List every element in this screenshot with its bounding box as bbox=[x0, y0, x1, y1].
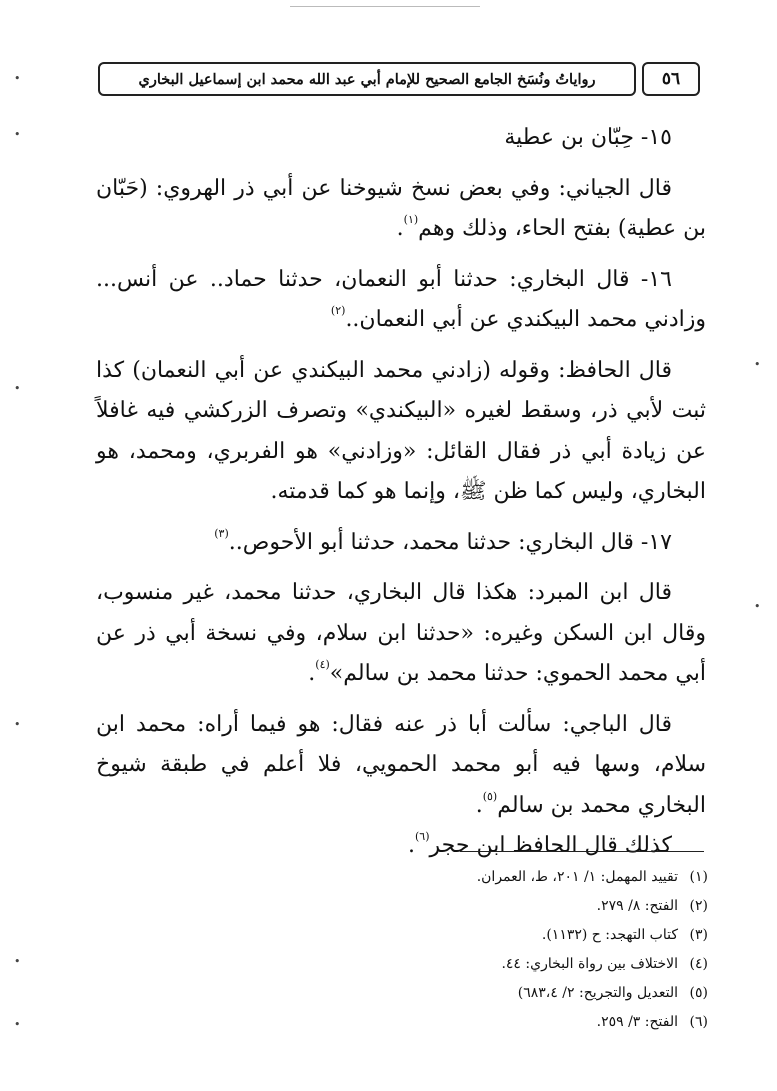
footnote-text: تقييد المهمل: ١/ ٢٠١، ط، العمران. bbox=[476, 869, 678, 885]
margin-dot: • bbox=[14, 128, 21, 141]
footnote-number: (٣) bbox=[689, 927, 708, 943]
footnote-item bbox=[96, 979, 708, 1008]
margin-dot: • bbox=[14, 718, 21, 731]
entry-16-text: ١٦- قال البخاري: حدثنا أبو النعمان، حدثنا حماد.. عن أنس... وزادني محمد البيكندي عن أبي النعمان.. bbox=[96, 266, 706, 332]
footnote-number: (٦) bbox=[689, 1014, 708, 1030]
footnote-text: كتاب التهجد: ح (١١٣٢). bbox=[541, 927, 678, 943]
footnote-text: الفتح: ٨/ ٢٧٩. bbox=[596, 898, 678, 914]
entry-17-text: ١٧- قال البخاري: حدثنا محمد، حدثنا أبو الأحوص.. bbox=[228, 529, 672, 555]
page-number: ٥٦ bbox=[642, 62, 700, 96]
footnote-item bbox=[96, 950, 708, 979]
footnote-item bbox=[96, 1008, 708, 1037]
margin-dot: • bbox=[14, 72, 21, 85]
kadhalika-text: كذلك قال الحافظ ابن حجر bbox=[429, 833, 672, 858]
jayyani-paragraph: قال الجياني: وفي بعض نسخ شيوخنا عن أبي ذر الهروي: (حَبّان بن عطية) بفتح الحاء، وذلك وهم$^{(١)}$. bbox=[96, 175, 706, 241]
baji-text: قال الباجي: سألت أبا ذر عنه فقال: هو فيما أراه: محمد ابن سلام، وسها فيه أبو محمد الحمويي، فلا أعلم في طبقة شيوخ البخاري محمد بن سالم bbox=[96, 711, 706, 818]
footnotes bbox=[96, 863, 708, 1037]
margin-dot: • bbox=[754, 358, 761, 371]
page-header bbox=[98, 62, 700, 102]
footnote-number: (٢) bbox=[689, 898, 708, 914]
kadhalika-paragraph: كذلك قال الحافظ ابن حجر$^{(٦)}$. bbox=[408, 830, 672, 858]
entry-17-paragraph bbox=[96, 523, 706, 564]
footnote-text: التعديل والتجريح: ٢/ ٦٨٣،٤) bbox=[517, 985, 678, 1001]
footnote-ref-4: (٤) bbox=[315, 658, 330, 671]
footnote-separator bbox=[460, 851, 704, 852]
footnote-number: (١) bbox=[689, 869, 708, 885]
baji-paragraph: قال الباجي: سألت أبا ذر عنه فقال: هو فيما أراه: محمد ابن سلام، وسها فيه أبو محمد الحمويي، فلا أعلم في طبقة شيوخ البخاري محمد بن سالم$^{(٥)}$. bbox=[96, 711, 706, 818]
entry-15-heading: ١٥- حِبّان بن عطية bbox=[504, 125, 672, 150]
footnote-ref-6: (٦) bbox=[415, 830, 430, 843]
mubarrid-paragraph: قال ابن المبرد: هكذا قال البخاري، حدثنا محمد، غير منسوب، وقال ابن السكن وغيره: «حدثنا ابن سلام، وفي نسخة أبي ذر عن أبي محمد الحموي: حدثنا محمد بن سالم»$^{(٤)}$. bbox=[96, 580, 706, 686]
footnote-ref-1: (١) bbox=[403, 213, 419, 226]
running-title: رواياتُ ونُسَخ الجامع الصحيح للإمام أبي عبد الله محمد ابن إسماعيل البخاري bbox=[98, 62, 636, 96]
footnote-ref-2: (٢) bbox=[330, 304, 346, 317]
footnote-item bbox=[96, 921, 708, 950]
footnote-item bbox=[96, 892, 708, 921]
footnote-ref-5: (٥) bbox=[482, 789, 498, 803]
footnote-text: الاختلاف بين رواة البخاري: ٤٤. bbox=[501, 956, 678, 972]
footnote-item bbox=[96, 863, 708, 892]
entry-16-paragraph bbox=[96, 260, 706, 341]
hafiz-paragraph: قال الحافظ: وقوله (زادني محمد البيكندي عن أبي النعمان) كذا ثبت لأبي ذر، وسقط لغيره «البيكندي» وتصرف الزركشي فيه غافلاً عن زيادة أبي ذر فقال القائل: «وزادني» هو الفربري، ومحمد، هو البخاري، وليس كما ظن ﷺ، وإنما هو كما قدمته. bbox=[96, 357, 706, 504]
footnote-ref-3: (٣) bbox=[214, 526, 229, 540]
footnote-text: الفتح: ٣/ ٢٥٩. bbox=[596, 1014, 678, 1030]
jayyani-text: قال الجياني: وفي بعض نسخ شيوخنا عن أبي ذر الهروي: (حَبّان بن عطية) بفتح الحاء، وذلك وهم bbox=[96, 175, 706, 241]
margin-dot: • bbox=[14, 382, 21, 395]
margin-dot: • bbox=[14, 955, 21, 968]
footnote-number: (٤) bbox=[689, 956, 708, 972]
top-rule bbox=[290, 6, 480, 7]
mubarrid-text: قال ابن المبرد: هكذا قال البخاري، حدثنا محمد، غير منسوب، وقال ابن السكن وغيره: «حدثنا ابن سلام، وفي نسخة أبي ذر عن أبي محمد الحموي: حدثنا محمد بن سالم» bbox=[96, 580, 706, 686]
margin-dot: • bbox=[754, 600, 761, 613]
footnote-number: (٥) bbox=[689, 985, 708, 1001]
margin-dot: • bbox=[14, 1018, 21, 1031]
main-text bbox=[96, 118, 706, 867]
